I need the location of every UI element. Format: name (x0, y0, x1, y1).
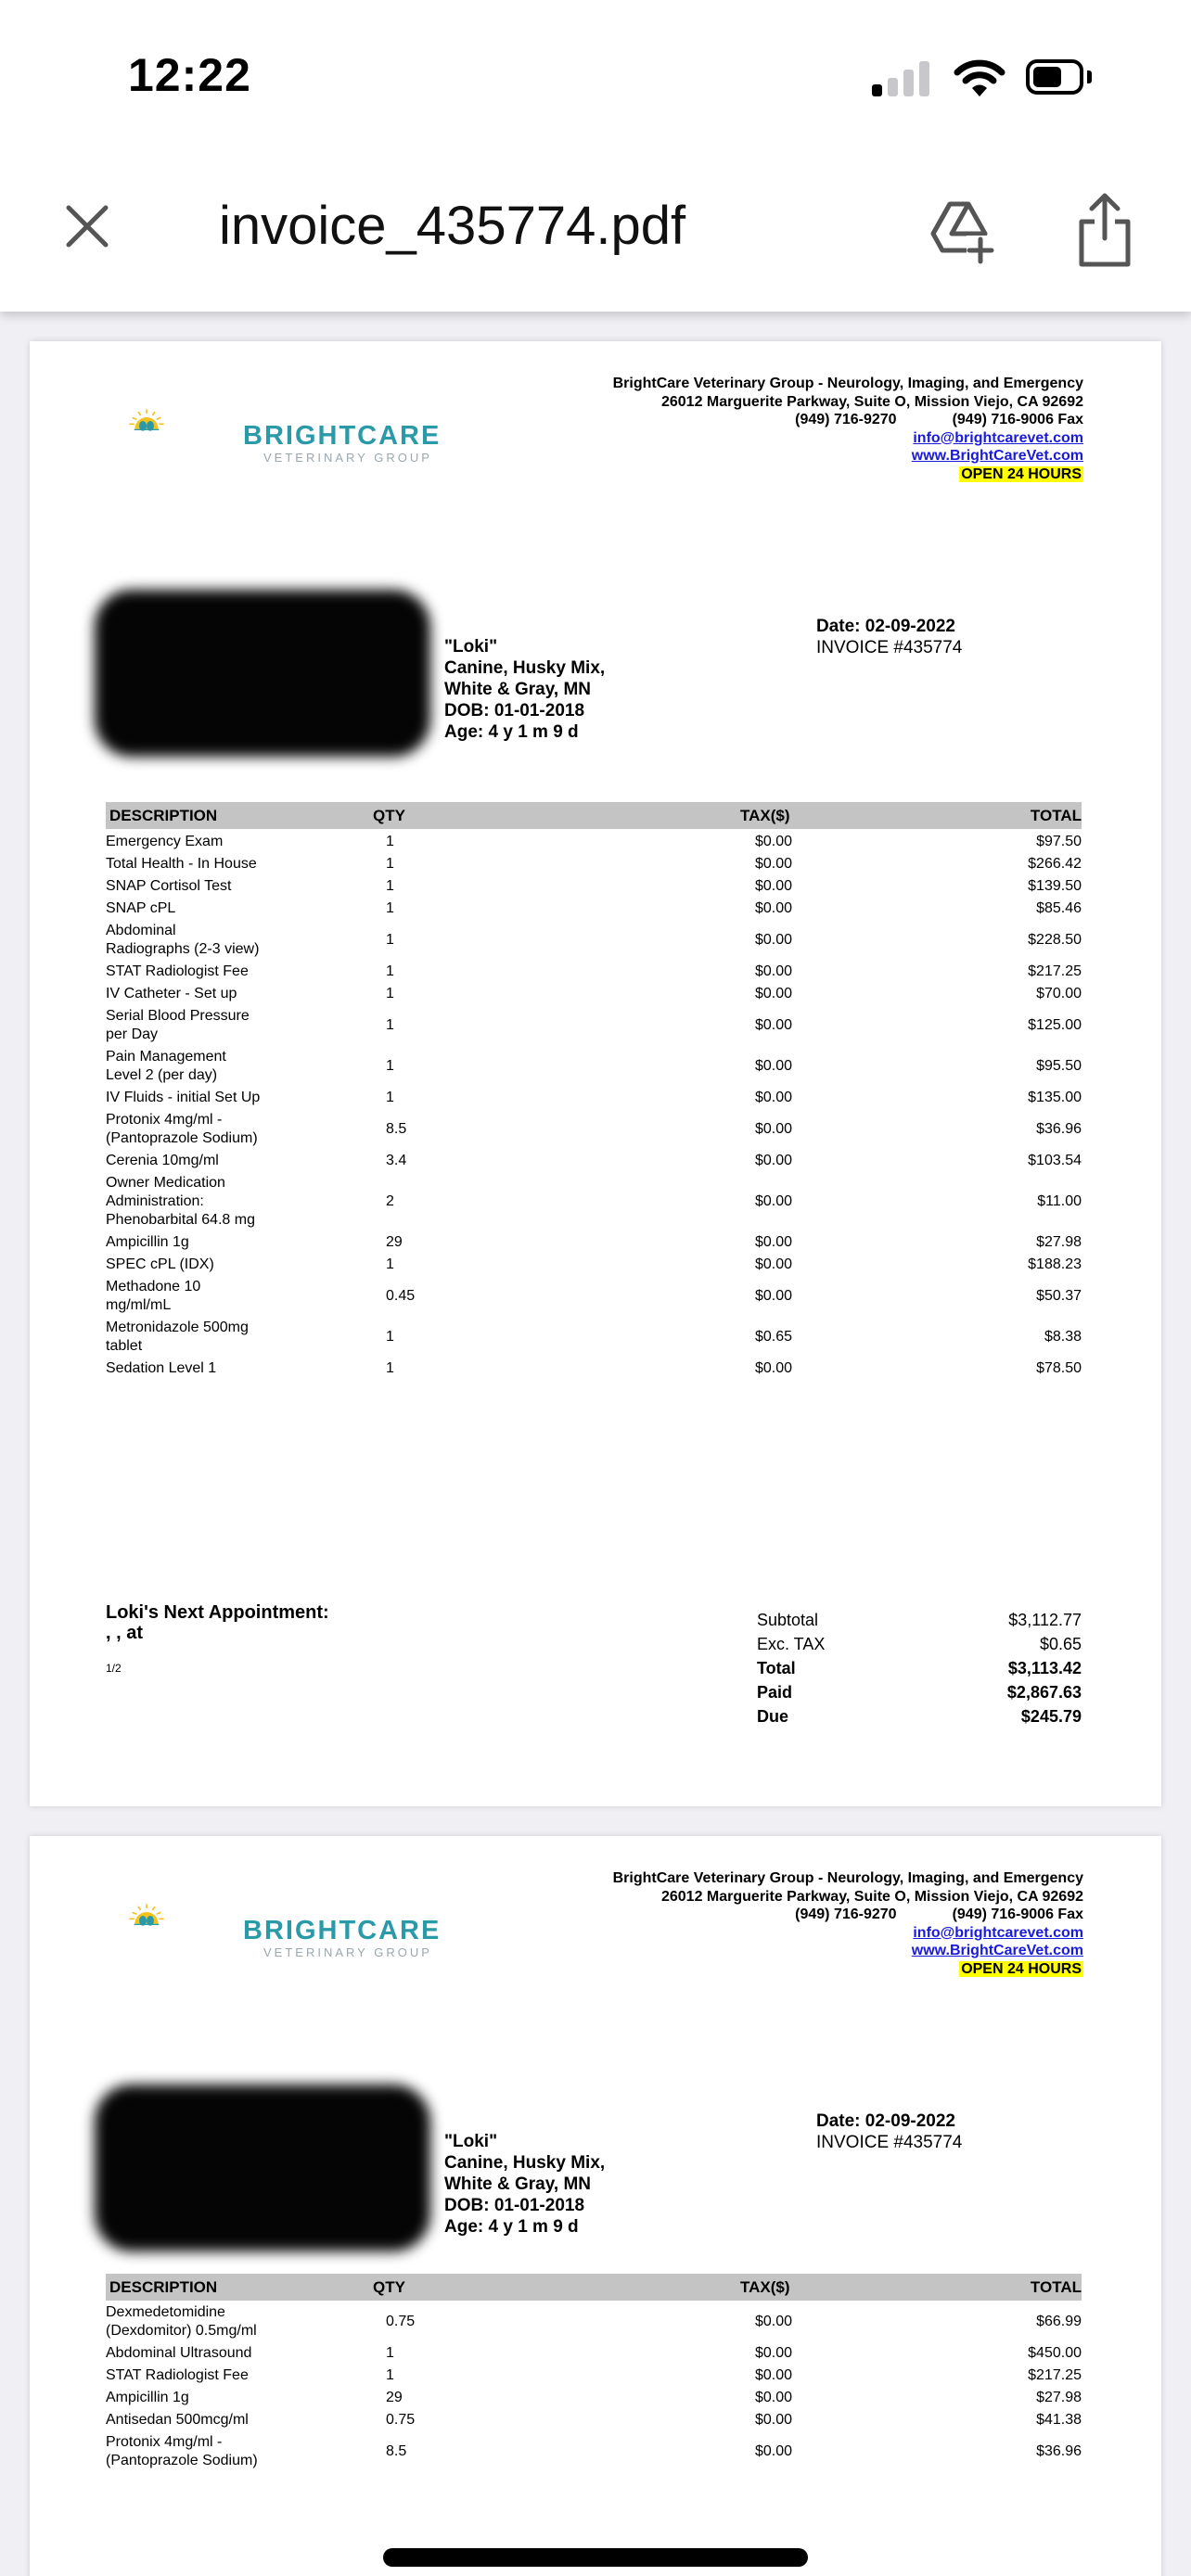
item-total: $217.25 (1028, 963, 1082, 979)
table-row (106, 1150, 1082, 1172)
item-total: $11.00 (1037, 1193, 1082, 1209)
patient-color: White & Gray, MN (444, 680, 591, 699)
table-row (106, 1317, 1082, 1358)
cellular-signal-icon (872, 59, 931, 96)
clinic-info (613, 375, 1083, 483)
invoice-date: Date: 02-09-2022 (816, 2111, 955, 2131)
header-tax: TAX($) (740, 2278, 790, 2296)
table-row (106, 2342, 1082, 2365)
patient-breed: Canine, Husky Mix, (444, 2153, 606, 2173)
share-button[interactable] (1076, 190, 1133, 268)
totals-block (757, 1608, 1082, 1728)
clinic-fax: (949) 716-9006 Fax (952, 412, 1083, 427)
next-appointment-value: , , at (106, 1623, 144, 1643)
logo-subtitle: VETERINARY GROUP (263, 1945, 432, 1959)
header-tax: TAX($) (740, 807, 790, 824)
item-description: Total Health - In House (106, 856, 257, 872)
hours-badge: OPEN 24 HOURS (961, 1960, 1082, 1977)
item-description: Ampicillin 1g (106, 1234, 189, 1250)
item-tax: $0.00 (755, 1234, 793, 1250)
item-qty: 1 (386, 1017, 394, 1033)
brightcare-logo-icon (128, 384, 239, 458)
item-tax: $0.00 (755, 1288, 793, 1304)
redacted-owner-info (95, 590, 430, 757)
email-link[interactable]: info@brightcarevet.com (913, 1924, 1083, 1941)
clinic-phone: (949) 716-9270 (795, 412, 897, 427)
clinic-phones (613, 411, 1083, 429)
logo-subtitle: VETERINARY GROUP (263, 451, 432, 465)
battery-cap (1087, 70, 1092, 83)
clinic-phones (613, 1906, 1083, 1924)
patient-color: White & Gray, MN (444, 2174, 591, 2194)
item-description: Emergency Exam (106, 834, 224, 849)
logo-name: BRIGHTCARE (243, 421, 442, 451)
document-title: invoice_435774.pdf (219, 196, 686, 256)
invoice-number: INVOICE #435774 (816, 638, 963, 657)
table-row (106, 920, 1082, 961)
header-qty: QTY (373, 807, 405, 824)
item-tax: $0.00 (755, 878, 793, 894)
item-total: $188.23 (1028, 1256, 1082, 1272)
header-total: TOTAL (1030, 807, 1082, 824)
item-qty: 0.75 (386, 2412, 416, 2428)
item-qty: 1 (386, 900, 394, 916)
item-tax: $0.00 (755, 1121, 793, 1137)
pdf-page-1 (30, 341, 1161, 1806)
item-tax: $0.00 (755, 2443, 793, 2459)
item-description: IV Catheter - Set up (106, 986, 237, 1001)
item-description: SPEC cPL (IDX) (106, 1256, 214, 1272)
item-qty: 29 (386, 2390, 403, 2405)
item-tax: $0.00 (755, 856, 793, 872)
website-link[interactable]: www.BrightCareVet.com (911, 1943, 1083, 1958)
item-description: Methadone 10 mg/ml/mL (106, 1279, 201, 1313)
header-total: TOTAL (1030, 2278, 1082, 2296)
item-tax: $0.00 (755, 2412, 793, 2428)
item-tax: $0.00 (755, 1360, 793, 1376)
table-row (106, 853, 1082, 875)
table-row (106, 875, 1082, 898)
item-qty: 1 (386, 1360, 394, 1376)
invoice-rows (106, 2302, 1082, 2472)
wifi-icon (954, 57, 1005, 98)
logo-name: BRIGHTCARE (243, 1916, 442, 1945)
next-appointment (106, 1602, 329, 1643)
totals-row (757, 1704, 1082, 1728)
table-row (106, 1046, 1082, 1087)
item-tax: $0.00 (755, 834, 793, 849)
invoice-date: Date: 02-09-2022 (816, 617, 955, 636)
totals-row (757, 1632, 1082, 1656)
item-total: $103.54 (1028, 1153, 1082, 1168)
redacted-owner-info (95, 2085, 430, 2251)
table-row (106, 1087, 1082, 1109)
page-number: 1/2 (106, 1662, 122, 1675)
item-description: SNAP Cortisol Test (106, 878, 232, 894)
item-description: Metronidazole 500mg tablet (106, 1320, 249, 1354)
item-total: $41.38 (1036, 2412, 1082, 2428)
item-description: SNAP cPL (106, 900, 176, 916)
item-total: $139.50 (1028, 878, 1082, 894)
item-tax: $0.00 (755, 2367, 793, 2383)
table-row (106, 1005, 1082, 1046)
next-appointment-label: Loki's Next Appointment: (106, 1602, 329, 1623)
totals-row (757, 1608, 1082, 1632)
item-description: Protonix 4mg/ml - (Pantoprazole Sodium) (106, 2434, 258, 2468)
patient-breed: Canine, Husky Mix, (444, 658, 606, 678)
item-qty: 29 (386, 1234, 403, 1250)
item-total: $135.00 (1028, 1090, 1082, 1105)
header-description: DESCRIPTION (109, 2278, 218, 2296)
item-qty: 0.45 (386, 1288, 416, 1304)
item-description: Ampicillin 1g (106, 2390, 189, 2405)
email-link[interactable]: info@brightcarevet.com (913, 429, 1083, 446)
item-qty: 0.75 (386, 2314, 416, 2329)
website-link[interactable]: www.BrightCareVet.com (911, 448, 1083, 464)
clinic-address: 26012 Marguerite Parkway, Suite O, Mission Viejo, CA 92692 (660, 393, 1083, 410)
item-description: STAT Radiologist Fee (106, 963, 249, 979)
table-row (106, 2387, 1082, 2409)
item-total: $450.00 (1028, 2345, 1082, 2361)
item-tax: $0.00 (755, 1193, 793, 1209)
add-to-drive-button[interactable] (924, 195, 994, 265)
item-description: Serial Blood Pressure per Day (106, 1008, 250, 1042)
invoice-meta (816, 2111, 962, 2153)
table-row (106, 1172, 1082, 1231)
table-header (106, 2274, 1082, 2301)
item-description: Abdominal Radiographs (2-3 view) (106, 923, 260, 957)
totals-row (757, 1680, 1082, 1704)
totals-label: Subtotal (757, 1611, 819, 1629)
item-qty: 1 (386, 986, 394, 1001)
item-total: $95.50 (1036, 1058, 1082, 1074)
item-tax: $0.00 (755, 1153, 793, 1168)
item-total: $27.98 (1036, 2390, 1082, 2405)
top-bar (0, 0, 1191, 312)
item-tax: $0.00 (755, 900, 793, 916)
table-row (106, 2431, 1082, 2472)
table-row (106, 2302, 1082, 2342)
item-description: Dexmedetomidine (Dexdomitor) 0.5mg/ml (106, 2304, 257, 2339)
patient-dob: DOB: 01-01-2018 (444, 701, 585, 721)
item-qty: 1 (386, 2345, 394, 2361)
item-description: Protonix 4mg/ml - (Pantoprazole Sodium) (106, 1112, 258, 1146)
table-row (106, 1276, 1082, 1317)
item-qty: 8.5 (386, 1121, 407, 1137)
item-tax: $0.00 (755, 963, 793, 979)
item-qty: 8.5 (386, 2443, 407, 2459)
item-total: $36.96 (1036, 2443, 1082, 2459)
totals-row (757, 1656, 1082, 1680)
table-row (106, 983, 1082, 1005)
item-total: $217.25 (1028, 2367, 1082, 2383)
item-total: $228.50 (1028, 932, 1082, 948)
totals-value: $3,113.42 (1007, 1659, 1082, 1677)
item-description: Antisedan 500mcg/ml (106, 2412, 249, 2428)
item-qty: 1 (386, 834, 394, 849)
patient-name: "Loki" (444, 637, 498, 657)
clinic-fax: (949) 716-9006 Fax (952, 1906, 1083, 1922)
item-total: $50.37 (1036, 1288, 1082, 1304)
table-header (106, 802, 1082, 829)
patient-age: Age: 4 y 1 m 9 d (444, 2217, 579, 2237)
item-qty: 1 (386, 1058, 394, 1074)
totals-label: Due (757, 1707, 789, 1726)
item-tax: $0.00 (755, 986, 793, 1001)
patient-name: "Loki" (444, 2132, 498, 2151)
table-row (106, 1358, 1082, 1380)
header-qty: QTY (373, 2278, 405, 2296)
item-qty: 1 (386, 878, 394, 894)
item-total: $78.50 (1036, 1360, 1082, 1376)
totals-value: $245.79 (1020, 1707, 1082, 1726)
patient-dob: DOB: 01-01-2018 (444, 2196, 585, 2215)
header-description: DESCRIPTION (109, 807, 218, 824)
item-qty: 3.4 (386, 1153, 407, 1168)
item-tax: $0.00 (755, 932, 793, 948)
item-description: Owner Medication Administration: Phenobarbital 64.8 mg (106, 1175, 255, 1228)
item-total: $27.98 (1036, 1234, 1082, 1250)
item-qty: 1 (386, 2367, 394, 2383)
item-qty: 1 (386, 963, 394, 979)
item-total: $70.00 (1036, 986, 1082, 1001)
brightcare-logo-icon (128, 1879, 239, 1953)
status-time: 12:22 (128, 49, 251, 101)
battery-icon (1026, 59, 1083, 95)
totals-value: $0.65 (1039, 1635, 1082, 1653)
table-row (106, 831, 1082, 853)
clinic-address: 26012 Marguerite Parkway, Suite O, Mission Viejo, CA 92692 (660, 1888, 1083, 1905)
totals-label: Paid (757, 1683, 793, 1702)
item-qty: 2 (386, 1193, 394, 1209)
patient-age: Age: 4 y 1 m 9 d (444, 722, 579, 742)
item-tax: $0.00 (755, 1256, 793, 1272)
item-tax: $0.00 (755, 1058, 793, 1074)
item-total: $266.42 (1028, 856, 1082, 872)
hours-badge: OPEN 24 HOURS (961, 465, 1082, 482)
item-description: Cerenia 10mg/ml (106, 1153, 219, 1168)
totals-value: $3,112.77 (1008, 1611, 1082, 1629)
table-row (106, 1109, 1082, 1150)
invoice-number: INVOICE #435774 (816, 2133, 963, 2152)
item-qty: 1 (386, 1256, 394, 1272)
table-row (106, 898, 1082, 920)
clinic-name: BrightCare Veterinary Group - Neurology, Imaging, and Emergency (612, 1870, 1083, 1886)
table-row (106, 1231, 1082, 1254)
item-tax: $0.00 (755, 1017, 793, 1033)
item-description: Pain Management Level 2 (per day) (106, 1049, 226, 1083)
item-total: $8.38 (1044, 1329, 1082, 1345)
pdf-page-2 (30, 1836, 1161, 2576)
totals-value: $2,867.63 (1006, 1683, 1082, 1702)
totals-label: Total (757, 1659, 796, 1677)
item-description: Abdominal Ultrasound (106, 2345, 252, 2361)
patient-info (444, 636, 605, 743)
clinic-name: BrightCare Veterinary Group - Neurology, Imaging, and Emergency (612, 376, 1083, 391)
clinic-info (613, 1869, 1083, 1978)
invoice-rows (106, 831, 1082, 1380)
item-qty: 1 (386, 932, 394, 948)
totals-label: Exc. TAX (757, 1635, 826, 1653)
clinic-phone: (949) 716-9270 (795, 1906, 897, 1922)
item-qty: 1 (386, 1329, 394, 1345)
table-row (106, 2409, 1082, 2431)
table-row (106, 1254, 1082, 1276)
item-total: $97.50 (1036, 834, 1082, 849)
patient-info (444, 2131, 605, 2238)
item-description: IV Fluids - initial Set Up (106, 1090, 261, 1105)
item-description: STAT Radiologist Fee (106, 2367, 249, 2383)
item-tax: $0.00 (755, 2314, 793, 2329)
table-row (106, 961, 1082, 983)
item-qty: 1 (386, 856, 394, 872)
item-qty: 1 (386, 1090, 394, 1105)
home-indicator[interactable] (383, 2548, 808, 2567)
item-tax: $0.00 (755, 1090, 793, 1105)
item-tax: $0.65 (755, 1329, 793, 1345)
item-description: Sedation Level 1 (106, 1360, 217, 1376)
item-total: $66.99 (1036, 2314, 1082, 2329)
item-tax: $0.00 (755, 2390, 793, 2405)
close-button[interactable] (59, 198, 115, 254)
invoice-meta (816, 616, 962, 658)
item-tax: $0.00 (755, 2345, 793, 2361)
item-total: $36.96 (1036, 1121, 1082, 1137)
table-row (106, 2365, 1082, 2387)
item-total: $125.00 (1028, 1017, 1082, 1033)
item-total: $85.46 (1036, 900, 1082, 916)
